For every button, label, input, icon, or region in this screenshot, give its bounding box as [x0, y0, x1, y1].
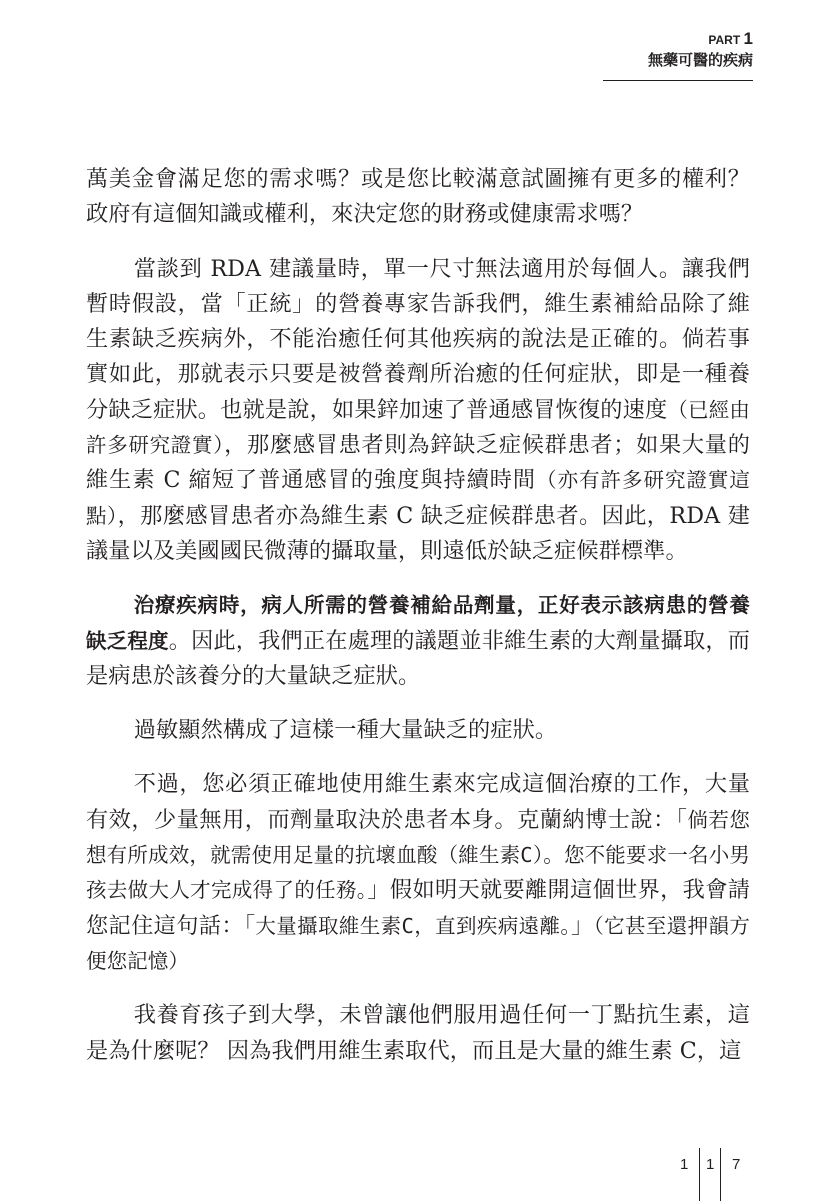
text-segment: 」假如明天就要離開這個世界，我會請您記住這句話：「 — [86, 877, 751, 939]
quoted-text: （已經由許多研究證實） — [86, 397, 750, 458]
running-header — [648, 30, 753, 70]
paragraph — [86, 162, 750, 233]
paragraph — [86, 252, 750, 570]
paragraph — [86, 713, 750, 748]
part-text: PART — [708, 33, 741, 47]
paragraph — [86, 998, 750, 1069]
quoted-text: 倘若您想有所成效，就需使用足量的抗壞血酸（維生素C）。您不能要求一名小男孩去做大人才完成得了的任務。 — [86, 807, 750, 903]
part-number: 1 — [743, 29, 753, 48]
quoted-text: 大量攝取維生素C，直到疾病遠離。 — [255, 913, 571, 938]
text-segment: 不過，您必須正確地使用維生素來完成這個治療的工作，大量有效，少量無用，而劑量取決於患者本身。克蘭納博士說：「 — [86, 771, 750, 833]
footer-rule — [720, 1148, 721, 1201]
text-segment: ，那麼感冒患者則為鋅缺乏症候群患者；如果大量的維生素 C 縮短了普通感冒的強度與持續時間 — [86, 432, 750, 494]
header-rule — [603, 80, 753, 81]
text-segment: ，那麼感冒患者亦為維生素 C 缺乏症候群患者。因此，RDA 建議量以及美國國民微薄的攝取量，則遠低於缺乏症候群標準。 — [86, 502, 750, 564]
page-number-digit: 7 — [732, 1156, 741, 1173]
page-number-digit: 1 — [706, 1156, 715, 1173]
body-text — [86, 162, 750, 1088]
text-segment: 。因此，我們正在處理的議題並非維生素的大劑量攝取，而是病患於該養分的大量缺乏症狀。 — [86, 627, 750, 689]
paragraph — [86, 767, 750, 979]
part-label — [648, 30, 753, 49]
quoted-text: （它甚至還押韻方便您記憶） — [86, 913, 750, 973]
text-segment: 當談到 RDA 建議量時，單一尺寸無法適用於每個人。讓我們暫時假設，當「正統」的營養專家告訴我們，維生素補給品除了維生素缺乏疾病外，不能治癒任何其他疾病的說法是正確的。倘若事實如此，那就表示只要是被營養劑所治癒的任何症狀，即是一種養分缺乏症狀。也就是說，如果鋅加速了普通感冒恢復的速度 — [86, 255, 750, 423]
quoted-text: （亦有許多研究證實這點） — [86, 468, 751, 528]
chapter-title: 無藥可醫的疾病 — [647, 51, 753, 69]
text-segment: 過敏顯然構成了這樣一種大量缺乏的症狀。 — [133, 717, 558, 744]
text-segment: 我養育孩子到大學，未曾讓他們服用過任何一丁點抗生素，這是為什麼呢？ 因為我們用維生素取代，而且是大量的維生素 C，這 — [86, 1002, 750, 1064]
paragraph — [86, 588, 750, 694]
footer-rule — [699, 1148, 700, 1201]
page-number-digit: 1 — [680, 1156, 689, 1173]
text-segment: 」 — [570, 912, 594, 939]
text-segment: 萬美金會滿足您的需求嗎？或是您比較滿意試圖擁有更多的權利？政府有這個知識或權利，來決定您的財務或健康需求嗎？ — [86, 166, 750, 228]
emphasis-text: 治療疾病時，病人所需的營養補給品劑量，正好表示該病患的營養缺乏程度 — [86, 593, 750, 653]
